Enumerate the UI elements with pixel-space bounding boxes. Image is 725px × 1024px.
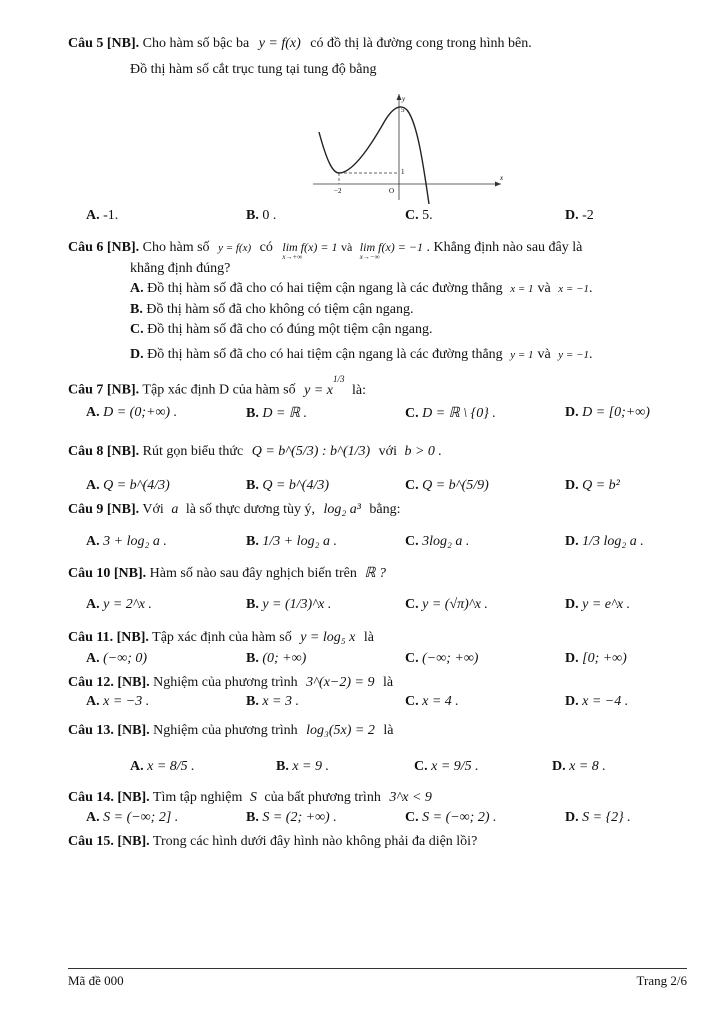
q9-stem: Câu 9 [NB]. Với a là số thực dương tùy ý, log₂ a³ bằng: bbox=[68, 502, 401, 517]
q10-option-d[interactable]: D. y = e^x . bbox=[565, 597, 631, 612]
q6-option-b[interactable]: B. Đồ thị hàm số đã cho không có tiệm cận ngang. bbox=[130, 302, 414, 317]
graph-y-label: y bbox=[402, 95, 406, 103]
q6-option-a[interactable]: A. Đồ thị hàm số đã cho có hai tiệm cận ngang là các đường thẳng x = 1 và x = −1. bbox=[130, 281, 593, 296]
graph-tick-1: 1 bbox=[401, 168, 405, 176]
q11-option-c[interactable]: C. (−∞; +∞) bbox=[405, 651, 479, 666]
q11-option-a[interactable]: A. (−∞; 0) bbox=[86, 651, 148, 666]
q6-option-c[interactable]: C. Đồ thị hàm số đã cho có đúng một tiệm cận ngang. bbox=[130, 322, 433, 337]
q6-lim2: lim f(x) = −1 bbox=[359, 240, 423, 254]
q8-stem: Câu 8 [NB]. Rút gọn biểu thức Q = b^(5/3) : b^(1/3) với b > 0 . bbox=[68, 444, 442, 459]
q14-option-b[interactable]: B. S = (2; +∞) . bbox=[246, 810, 337, 825]
q11-option-d[interactable]: D. [0; +∞) bbox=[565, 651, 627, 666]
q13-option-c[interactable]: C. x = 9/5 . bbox=[414, 759, 479, 774]
q5-head: Câu 5 [NB]. bbox=[68, 36, 140, 51]
graph-tick-5: 5 bbox=[401, 106, 405, 114]
q7-option-a[interactable]: A. D = (0;+∞) . bbox=[86, 405, 178, 420]
q14-stem: Câu 14. [NB]. Tìm tập nghiệm S của bất phương trình 3^x < 9 bbox=[68, 790, 432, 805]
graph-x-label: x bbox=[500, 174, 504, 182]
q9-option-a[interactable]: A. 3 + log₂ a . bbox=[86, 534, 167, 549]
q6-stem: Câu 6 [NB]. Cho hàm số y = f(x) có lim f(x) = 1 x→+∞ và lim f(x) = −1 x→−∞ . Khẳng định nào sau đây là bbox=[68, 240, 583, 261]
q10-option-c[interactable]: C. y = (√π)^x . bbox=[405, 597, 488, 612]
q8-option-d[interactable]: D. Q = b² bbox=[565, 478, 620, 493]
footer-exam-code: Mã đề 000 bbox=[68, 973, 124, 988]
graph-tick-neg2: −2 bbox=[334, 187, 342, 195]
q7-option-c[interactable]: C. D = ℝ \ {0} . bbox=[405, 406, 496, 421]
q10-stem: Câu 10 [NB]. Hàm số nào sau đây nghịch biến trên ℝ ? bbox=[68, 566, 386, 581]
q10-option-b[interactable]: B. y = (1/3)^x . bbox=[246, 597, 332, 612]
q12-option-a[interactable]: A. x = −3 . bbox=[86, 694, 150, 709]
q11-option-b[interactable]: B. (0; +∞) bbox=[246, 651, 307, 666]
graph-origin: O bbox=[389, 187, 395, 195]
q13-stem: Câu 13. [NB]. Nghiệm của phương trình log₃(5x) = 2 là bbox=[68, 723, 394, 738]
q5-option-b[interactable]: B. 0 . bbox=[246, 208, 277, 223]
q5-stem: Câu 5 [NB]. Cho hàm số bậc ba y = f(x) có đồ thị là đường cong trong hình bên. bbox=[68, 36, 532, 51]
q6-head: Câu 6 [NB]. bbox=[68, 240, 140, 255]
q12-option-c[interactable]: C. x = 4 . bbox=[405, 694, 459, 709]
q14-option-c[interactable]: C. S = (−∞; 2) . bbox=[405, 810, 497, 825]
q7-option-d[interactable]: D. D = [0;+∞) bbox=[565, 405, 650, 420]
q9-option-d[interactable]: D. 1/3 log₂ a . bbox=[565, 534, 644, 549]
footer-divider bbox=[68, 968, 687, 969]
q8-option-a[interactable]: A. Q = b^(4/3) bbox=[86, 478, 170, 493]
q15-stem: Câu 15. [NB]. Trong các hình dưới đây hình nào không phải đa diện lồi? bbox=[68, 834, 478, 849]
q13-option-a[interactable]: A. x = 8/5 . bbox=[130, 759, 195, 774]
q13-option-b[interactable]: B. x = 9 . bbox=[276, 759, 330, 774]
q5-option-c[interactable]: C. 5. bbox=[405, 208, 433, 223]
q14-option-d[interactable]: D. S = {2} . bbox=[565, 810, 631, 825]
q8-option-c[interactable]: C. Q = b^(5/9) bbox=[405, 478, 489, 493]
q5-option-d[interactable]: D. -2 bbox=[565, 208, 594, 223]
q5-func: y = f(x) bbox=[258, 36, 301, 51]
q7-option-b[interactable]: B. D = ℝ . bbox=[246, 406, 307, 421]
q10-option-a[interactable]: A. y = 2^x . bbox=[86, 597, 152, 612]
q5-option-a[interactable]: A. -1. bbox=[86, 208, 119, 223]
q13-option-d[interactable]: D. x = 8 . bbox=[552, 759, 606, 774]
q8-option-b[interactable]: B. Q = b^(4/3) bbox=[246, 478, 330, 493]
q7-stem: Câu 7 [NB]. Tập xác định D của hàm số $y = x^{1/3}$ là: bbox=[68, 374, 366, 398]
q12-stem: Câu 12. [NB]. Nghiệm của phương trình 3^(x−2) = 9 là bbox=[68, 675, 394, 690]
q12-option-d[interactable]: D. x = −4 . bbox=[565, 694, 629, 709]
q5-stem-2: Đồ thị hàm số cắt trục tung tại tung độ bằng bbox=[130, 62, 377, 77]
q11-stem: Câu 11. [NB]. Tập xác định của hàm số y = log₅ x là bbox=[68, 630, 374, 645]
footer-page-number: Trang 2/6 bbox=[636, 973, 687, 988]
q6-stem-2: khẳng định đúng? bbox=[130, 261, 231, 276]
q5-graph bbox=[305, 92, 505, 204]
q6-option-d[interactable]: D. Đồ thị hàm số đã cho có hai tiệm cận ngang là các đường thẳng y = 1 và y = −1. bbox=[130, 347, 593, 362]
q9-option-b[interactable]: B. 1/3 + log₂ a . bbox=[246, 534, 337, 549]
q9-option-c[interactable]: C. 3log₂ a . bbox=[405, 534, 470, 549]
q6-lim1: lim f(x) = 1 bbox=[282, 240, 338, 254]
q12-option-b[interactable]: B. x = 3 . bbox=[246, 694, 300, 709]
q14-option-a[interactable]: A. S = (−∞; 2] . bbox=[86, 810, 179, 825]
